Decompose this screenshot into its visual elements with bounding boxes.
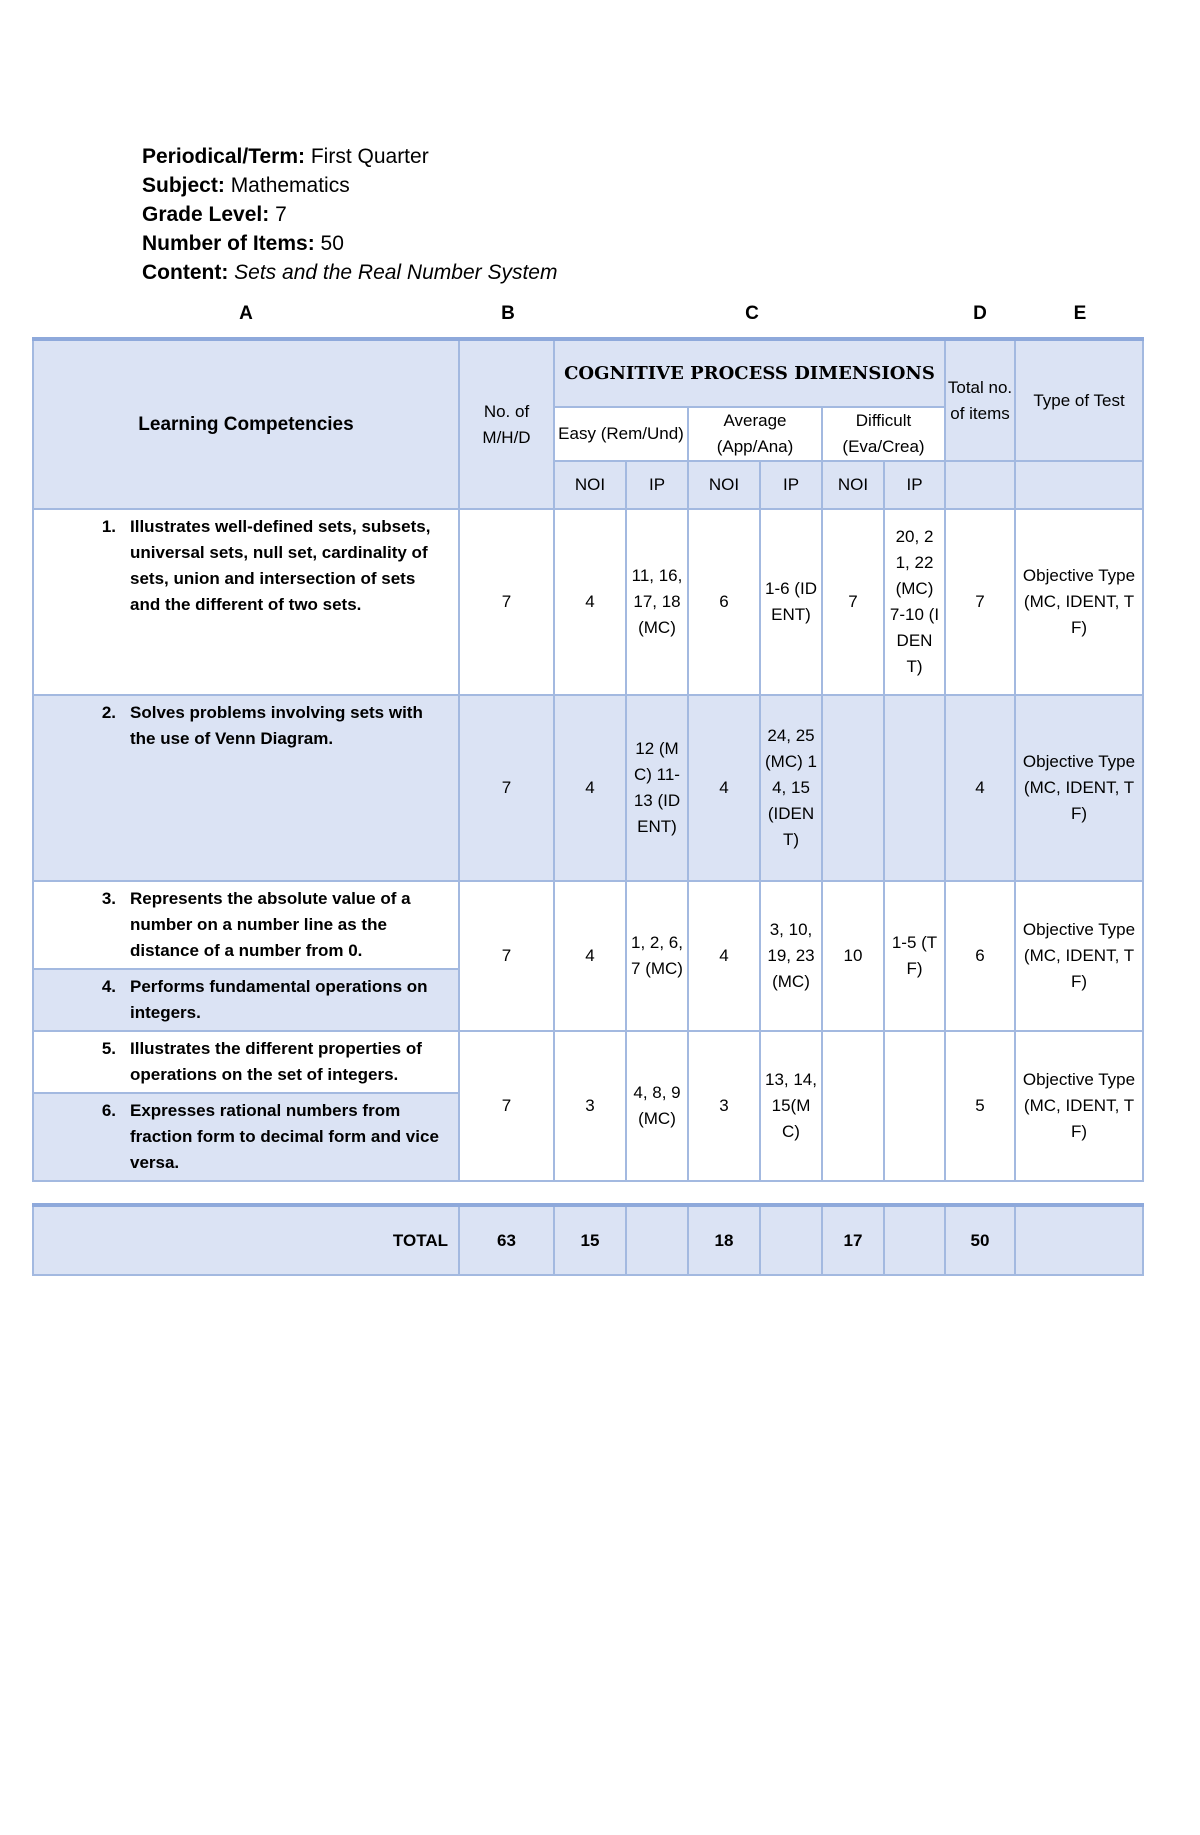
total-mhd: 63 [459,1205,554,1275]
difficult-noi-cell [822,1031,884,1181]
competency-item: 2. Solves problems involving sets with the use of Venn Diagram. [101,703,423,748]
competency-item: 3. Represents the absolute value of a number on a number line as the distance of a number from 0. [101,889,411,960]
average-ip-cell: 1-6 (IDENT) [760,509,822,695]
header-no-mhd: No. of M/H/D [459,339,554,509]
type-cell: Objective Type (MC, IDENT, TF) [1015,509,1143,695]
spacer-cell [33,1181,1143,1205]
total-cell: 5 [945,1031,1015,1181]
average-ip-cell: 3, 10, 19, 23(MC) [760,881,822,1031]
mhd-cell: 7 [459,509,554,695]
column-letter-c: C [745,303,759,324]
easy-noi-cell: 3 [554,1031,626,1181]
total-cell: 4 [945,695,1015,881]
total-cell: 7 [945,509,1015,695]
total-items: 50 [945,1205,1015,1275]
average-ip-cell: 13, 14, 15(MC) [760,1031,822,1181]
table-of-specifications [32,337,1144,1276]
header-cognitive-dimensions: COGNITIVE PROCESS DIMENSIONS [554,339,945,407]
mhd-cell: 7 [459,881,554,1031]
competency-cell [33,1031,459,1093]
difficult-noi-cell [822,695,884,881]
mhd-cell: 7 [459,695,554,881]
spacer-row [33,1181,1143,1205]
average-noi-cell: 6 [688,509,760,695]
header-easy-ip: IP [626,461,688,509]
competency-cell [33,509,459,695]
average-noi-cell: 4 [688,881,760,1031]
total-row [33,1205,1143,1275]
header-difficult-ip: IP [884,461,945,509]
easy-noi-cell: 4 [554,695,626,881]
difficult-ip-cell [884,1031,945,1181]
difficult-noi-cell: 10 [822,881,884,1031]
easy-ip-cell: 4, 8, 9 (MC) [626,1031,688,1181]
easy-noi-cell: 4 [554,509,626,695]
difficult-ip-cell [884,695,945,881]
competency-item: 4. Performs fundamental operations on integers. [101,977,428,1022]
header-average: Average (App/Ana) [688,407,822,461]
competency-cell [33,881,459,969]
table-row [33,881,1143,969]
easy-noi-cell: 4 [554,881,626,1031]
easy-ip-cell: 12 (MC) 11-13 (IDENT) [626,695,688,881]
column-letter-e: E [1073,303,1087,324]
difficult-noi-cell: 7 [822,509,884,695]
type-cell: Objective Type (MC, IDENT, TF) [1015,881,1143,1031]
total-label: TOTAL [33,1205,459,1275]
meta-grade: Grade Level: 7 [142,203,287,226]
average-noi-cell: 3 [688,1031,760,1181]
meta-content: Content: Sets and the Real Number System [142,261,558,284]
total-average-noi: 18 [688,1205,760,1275]
document-meta [142,142,557,287]
competency-cell [33,1093,459,1181]
meta-term: Periodical/Term: First Quarter [142,145,429,168]
type-cell: Objective Type (MC, IDENT, TF) [1015,1031,1143,1181]
header-type-blank [1015,461,1143,509]
total-difficult-noi: 17 [822,1205,884,1275]
competency-item: 5. Illustrates the different properties of operations on the set of integers. [101,1039,422,1084]
competency-cell [33,969,459,1031]
header-learning-competencies: Learning Competencies [33,339,459,509]
table-row [33,695,1143,881]
mhd-cell: 7 [459,1031,554,1181]
header-difficult: Difficult (Eva/Crea) [822,407,945,461]
total-average-ip [760,1205,822,1275]
meta-items: Number of Items: 50 [142,232,344,255]
header-type-of-test: Type of Test [1015,339,1143,461]
competency-item: 1. Illustrates well-defined sets, subsets, universal sets, null set, cardinality of sets, union and intersection of sets and the different of two sets. [101,517,431,614]
easy-ip-cell: 1, 2, 6, 7 (MC) [626,881,688,1031]
column-letter-d: D [973,303,987,324]
average-ip-cell: 24, 25(MC) 14, 15 (IDENT) [760,695,822,881]
meta-subject: Subject: Mathematics [142,174,350,197]
total-type [1015,1205,1143,1275]
header-total-items: Total no. of items [945,339,1015,461]
total-easy-ip [626,1205,688,1275]
header-average-ip: IP [760,461,822,509]
column-letter-a: A [239,303,253,324]
average-noi-cell: 4 [688,695,760,881]
header-easy: Easy (Rem/Und) [554,407,688,461]
column-letters [0,303,1200,331]
difficult-ip-cell: 20, 21, 22(MC) 7-10 (IDENT) [884,509,945,695]
header-easy-noi: NOI [554,461,626,509]
competency-cell [33,695,459,881]
type-cell: Objective Type (MC, IDENT, TF) [1015,695,1143,881]
total-cell: 6 [945,881,1015,1031]
total-easy-noi: 15 [554,1205,626,1275]
easy-ip-cell: 11, 16, 17, 18 (MC) [626,509,688,695]
header-total-blank [945,461,1015,509]
table-row [33,1031,1143,1093]
competency-item: 6. Expresses rational numbers from fraction form to decimal form and vice versa. [101,1101,439,1172]
header-difficult-noi: NOI [822,461,884,509]
header-average-noi: NOI [688,461,760,509]
table-row [33,509,1143,695]
total-difficult-ip [884,1205,945,1275]
difficult-ip-cell: 1-5 (TF) [884,881,945,1031]
column-letter-b: B [501,303,515,324]
